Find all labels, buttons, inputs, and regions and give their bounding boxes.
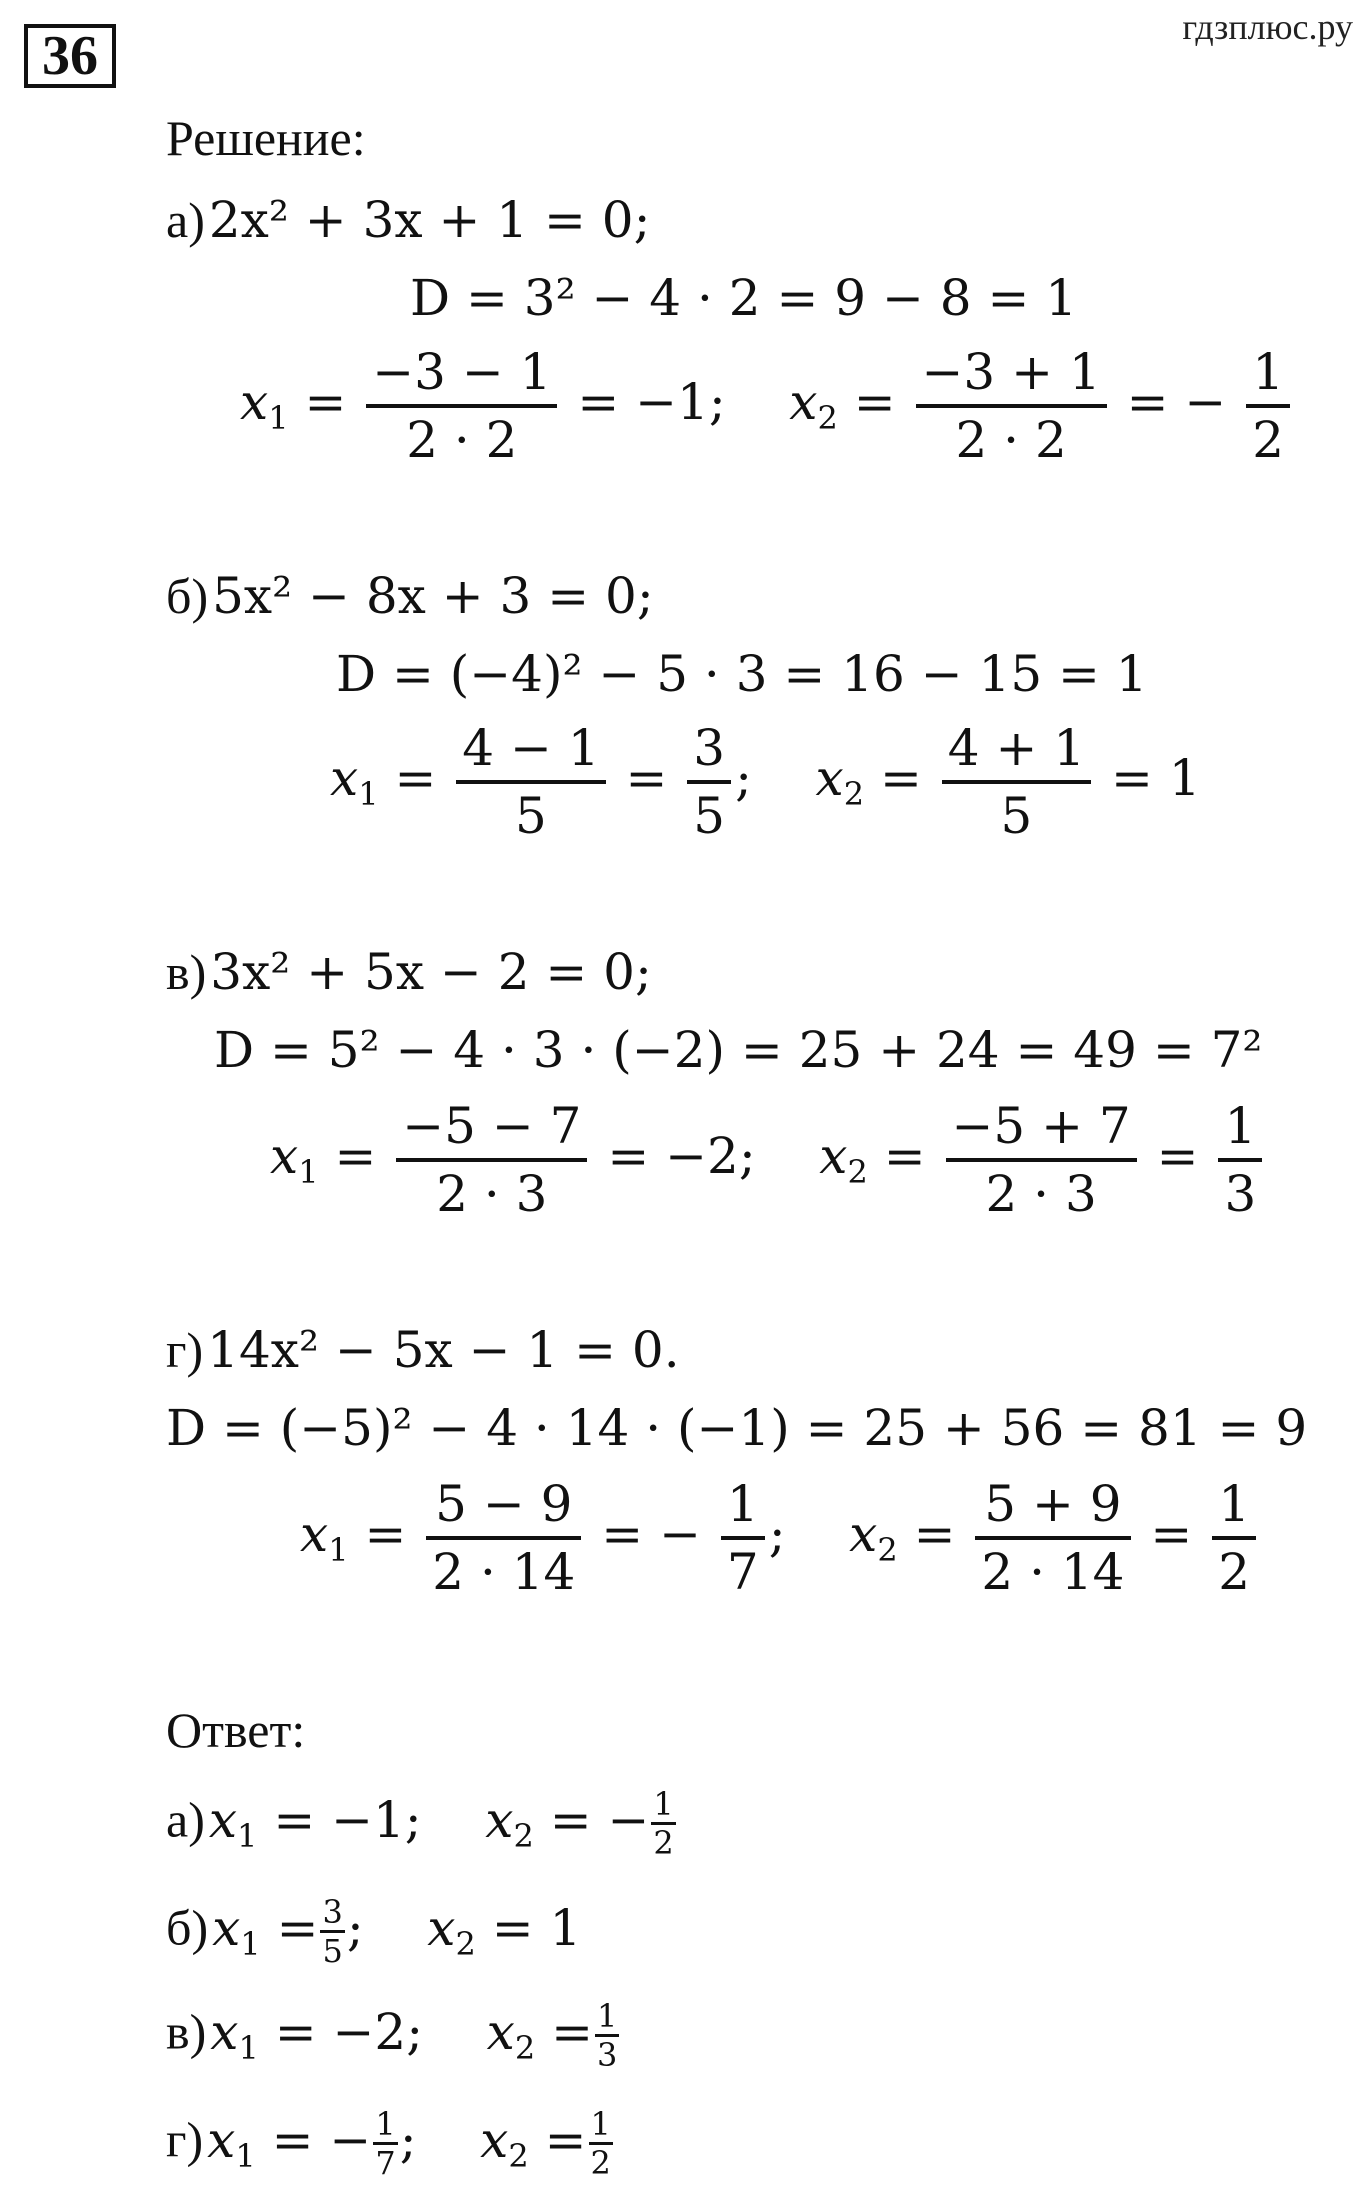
- part-letter: г): [166, 1322, 204, 1378]
- part-equation: 2x² + 3x + 1 = 0;: [208, 191, 651, 249]
- part-d-equation-row: [166, 1320, 680, 1380]
- answer-d: г) $x_1$ = − $\frac{1}{7}$ ; $x_2$ = $\frac{1}{2}$: [166, 2105, 611, 2182]
- part-d-discriminant: D = (−5)² − 4 · 14 · (−1) = 25 + 56 = 81 = 9: [166, 1399, 1308, 1457]
- part-equation: 5x² − 8x + 3 = 0;: [212, 567, 654, 625]
- answer-label: Ответ:: [166, 1702, 306, 1758]
- part-a-equation-row: [166, 190, 650, 250]
- part-equation: 3x² + 5x − 2 = 0;: [210, 943, 652, 1001]
- task-number: 36: [42, 25, 98, 87]
- part-b-roots: $x_1$ = $\frac{4 - 1}{5}$ = $\frac{3}{5}$ ; $x_2$ = $\frac{4 + 1}{5}$ = 1: [330, 716, 1201, 848]
- part-letter: б): [166, 568, 209, 624]
- answer-a: а) $x_1 = -1$; $x_2$ = − $\frac{1}{2}$: [166, 1785, 674, 1862]
- part-equation: 14x² − 5x − 1 = 0.: [207, 1321, 680, 1379]
- part-b-equation-row: [166, 566, 654, 626]
- task-number-box: [24, 24, 116, 88]
- part-c-equation-row: [166, 942, 652, 1002]
- x1-fraction: $\frac{-3 - 1}{2 \cdot 2}$: [366, 340, 557, 472]
- solution-label: Решение:: [166, 110, 366, 166]
- part-c-discriminant: D = 5² − 4 · 3 · (−2) = 25 + 24 = 49 = 7²: [214, 1021, 1263, 1079]
- part-b-discriminant: D = (−4)² − 5 · 3 = 16 − 15 = 1: [336, 645, 1148, 703]
- site-name: гдзплюс.ру: [1182, 7, 1353, 47]
- part-a-discriminant: D = 3² − 4 · 2 = 9 − 8 = 1: [410, 269, 1078, 327]
- part-a-roots: $x_1$ = $\frac{-3 - 1}{2 \cdot 2}$ = −1; $x_2$ = $\frac{-3 + 1}{2 \cdot 2}$ = − $\frac{1}{2}$: [240, 340, 1294, 472]
- answer-c: в) $x_1 = -2$; $x_2$ = $\frac{1}{3}$: [166, 1997, 618, 2074]
- x2-fraction: $\frac{-3 + 1}{2 \cdot 2}$: [916, 340, 1107, 472]
- answer-b: б) $x_1$ = $\frac{3}{5}$ ; $x_2 = 1$: [166, 1893, 582, 1970]
- part-d-roots: $x_1$ = $\frac{5 - 9}{2 \cdot 14}$ = − $\frac{1}{7}$ ; $x_2$ = $\frac{5 + 9}{2 \cdot 14}$ = $\frac{1}{2}$: [300, 1472, 1260, 1604]
- part-letter: в): [166, 944, 207, 1000]
- part-letter: а): [166, 192, 205, 248]
- part-c-roots: $x_1$ = $\frac{-5 - 7}{2 \cdot 3}$ = −2; $x_2$ = $\frac{-5 + 7}{2 \cdot 3}$ = $\frac{1}{3}$: [270, 1094, 1266, 1226]
